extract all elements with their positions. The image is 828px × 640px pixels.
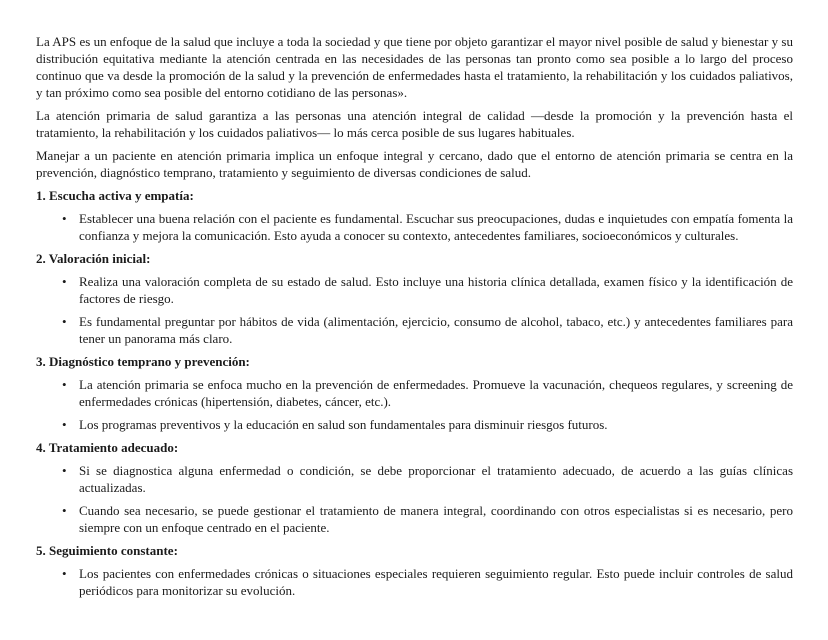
- bullet-item: • Cuando sea necesario, se puede gestionar el tratamiento de manera integral, coordinando con otros especialistas si es necesario, pero siempre con un enfoque centrado en el paciente.: [79, 502, 793, 536]
- section-2-heading: 2. Valoración inicial:: [36, 251, 151, 266]
- bullet-item: • Realiza una valoración completa de su estado de salud. Esto incluye una historia clínica detallada, examen físico y la identificación de factores de riesgo.: [79, 273, 793, 307]
- section-4-bullet-list: [36, 462, 793, 536]
- bullet-item: • Es fundamental preguntar por hábitos de vida (alimentación, ejercicio, consumo de alcohol, tabaco, etc.) y antecedentes familiares para tener un panorama más claro.: [79, 313, 793, 347]
- section-3-heading: 3. Diagnóstico temprano y prevención:: [36, 354, 250, 369]
- section-5-bullet-list: [36, 565, 793, 599]
- section-1-bullet-list: [36, 210, 793, 244]
- section-1-heading: 1. Escucha activa y empatía:: [36, 188, 194, 203]
- section-5-heading: 5. Seguimiento constante:: [36, 543, 178, 558]
- section-4-heading: 4. Tratamiento adecuado:: [36, 440, 179, 455]
- bullet-item: • Los pacientes con enfermedades crónicas o situaciones especiales requieren seguimiento regular. Esto puede incluir controles de salud periódicos para monitorizar su evolución.: [79, 565, 793, 599]
- section-3-bullet-list: [36, 376, 793, 433]
- intro-paragraph-2: La atención primaria de salud garantiza a las personas una atención integral de calidad —desde la promoción y la prevención hasta el tratamiento, la rehabilitación y los cuidados paliativos— lo más cerca posible de sus lugares habituales.: [36, 108, 793, 140]
- bullet-item: • La atención primaria se enfoca mucho en la prevención de enfermedades. Promueve la vacunación, chequeos regulares, y screening de enfermedades crónicas (hipertensión, diabetes, cáncer, etc.).: [79, 376, 793, 410]
- intro-paragraph-1: La APS es un enfoque de la salud que incluye a toda la sociedad y que tiene por objeto garantizar el mayor nivel posible de salud y bienestar y su distribución equitativa mediante la atención centrada en las necesidades de las personas tan pronto como sea posible a lo largo del proceso continuo que va desde la promoción de la salud y la prevención de enfermedades hasta el tratamiento, la rehabilitación y los cuidados paliativos, y tan próximo como sea posible del entorno cotidiano de las personas».: [36, 34, 793, 100]
- bullet-item: • Si se diagnostica alguna enfermedad o condición, se debe proporcionar el tratamiento adecuado, de acuerdo a las guías clínicas actualizadas.: [79, 462, 793, 496]
- bullet-item: • Los programas preventivos y la educación en salud son fundamentales para disminuir riesgos futuros.: [79, 416, 793, 433]
- section-2-bullet-list: [36, 273, 793, 347]
- intro-paragraph-3: Manejar a un paciente en atención primaria implica un enfoque integral y cercano, dado que el entorno de atención primaria se centra en la prevención, diagnóstico temprano, tratamiento y seguimiento de diversas condiciones de salud.: [36, 148, 793, 180]
- bullet-item: • Establecer una buena relación con el paciente es fundamental. Escuchar sus preocupaciones, dudas e inquietudes con empatía fomenta la confianza y mejora la comunicación. Esto ayuda a conocer su contexto, antecedentes familiares, socioeconómicos y culturales.: [79, 210, 793, 244]
